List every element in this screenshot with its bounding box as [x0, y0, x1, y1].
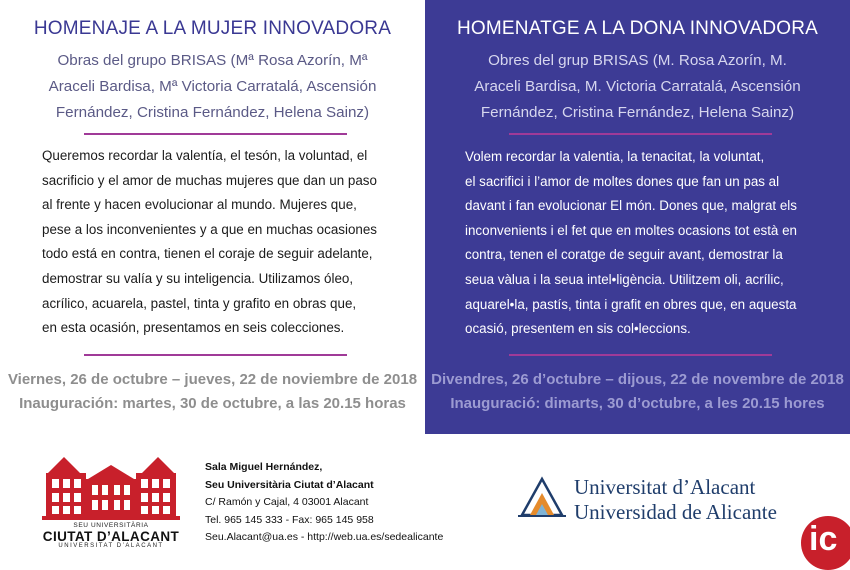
title-es: HOMENAJE A LA MUJER INNOVADORA — [33, 18, 392, 39]
subtitle-line: Araceli Bardisa, M. Victoria Carratalá, Ascensión — [474, 78, 801, 95]
subtitle-line: Fernández, Cristina Fernández, Helena Sainz) — [480, 104, 795, 121]
logo-caption-small: SEU UNIVERSITÀRIA — [73, 522, 149, 529]
opening-info: Inauguració: dimarts, 30 d’octubre, a les 20.15 hores — [450, 395, 825, 412]
body-line: aquarel•la, pastís, tinta i grafit en obres que, en aquesta — [465, 296, 797, 312]
body-line: ocasió, presentem en sis col•leccions. — [465, 321, 691, 337]
body-line: sacrificio y el amor de muchas mujeres que dan un paso — [42, 172, 377, 188]
dates-es — [0, 368, 425, 416]
venue-phone: Tel. 965 145 333 - Fax: 965 145 958 — [205, 513, 374, 526]
divider — [84, 133, 347, 135]
ua-name-ca: Universitat d’Alacant — [574, 475, 756, 499]
logo-caption-bottom: UNIVERSITAT D’ALACANT — [58, 543, 164, 549]
subtitle-line: Fernández, Cristina Fernández, Helena Sainz) — [55, 104, 370, 121]
university-logo — [518, 475, 798, 525]
badge-label: ic — [809, 520, 838, 558]
body-line: demostrar su valía y su inteligencia. Utilizamos óleo, — [42, 270, 354, 286]
body-line: pese a los inconvenientes y a que en muchas ocasiones — [42, 221, 377, 237]
body-line: davant i fan evolucionar El món. Dones que, malgrat els — [465, 198, 797, 214]
body-line: todo está en contra, tienen el coraje de seguir adelante, — [42, 246, 373, 262]
description-va — [465, 145, 815, 342]
ua-emblem-icon — [518, 475, 566, 519]
subtitle-va — [445, 48, 830, 126]
description-es — [42, 144, 387, 341]
divider — [84, 354, 347, 356]
ua-names — [574, 475, 777, 525]
body-line: acrílico, acuarela, pastel, tinta y grafito en obras que, — [42, 295, 357, 311]
venue-name: Sala Miguel Hernández, — [205, 461, 323, 473]
divider — [509, 354, 772, 356]
subtitle-es — [20, 48, 405, 126]
ic-badge-icon — [801, 516, 850, 570]
body-line: contra, tenen el coratge de seguir avant, demostrar la — [465, 247, 783, 263]
body-line: Volem recordar la valentia, la tenacitat, la voluntat, — [465, 149, 765, 164]
opening-info: Inauguración: martes, 30 de octubre, a las 20.15 horas — [19, 395, 406, 412]
subtitle-line: Obras del grupo BRISAS (Mª Rosa Azorín, Mª — [57, 52, 368, 69]
dates-va — [425, 368, 850, 416]
title-va: HOMENATGE A LA DONA INNOVADORA — [456, 18, 819, 39]
exhibition-dates: Viernes, 26 de octubre – jueves, 22 de noviembre de 2018 — [7, 371, 418, 388]
logo-caption-main: CIUTAT D’ALACANT — [42, 529, 180, 544]
body-line: en esta ocasión, presentamos en seis colecciones. — [42, 320, 345, 336]
divider — [509, 133, 772, 135]
spanish-panel — [0, 0, 425, 434]
body-line: Queremos recordar la valentía, el tesón, la voluntad, el — [42, 148, 368, 163]
valencian-panel — [425, 0, 850, 434]
body-line: inconvenients i el fet que en moltes ocasions tot està en — [465, 222, 797, 238]
subtitle-line: Araceli Bardisa, Mª Victoria Carratalá, Ascensión — [48, 78, 377, 95]
building-icon — [42, 455, 180, 521]
exhibition-dates: Divendres, 26 d’octubre – dijous, 22 de novembre de 2018 — [431, 371, 844, 388]
subtitle-line: Obres del grup BRISAS (M. Rosa Azorín, M. — [488, 52, 787, 69]
body-line: al frente y hacen evolucionar al mundo. Mujeres que, — [42, 197, 357, 213]
seu-universitaria-logo — [42, 455, 180, 549]
body-line: el sacrifici i l’amor de moltes dones que fan un pas al — [465, 173, 780, 189]
ua-name-es: Universidad de Alicante — [574, 500, 777, 524]
venue-contact: Seu.Alacant@ua.es - http://web.ua.es/sedealicante — [205, 531, 444, 543]
venue-info — [205, 459, 443, 547]
venue-building: Seu Universitària Ciutat d’Alacant — [205, 478, 374, 491]
body-line: seua vàlua i la seua intel•ligència. Utilitzem oli, acrílic, — [465, 271, 784, 287]
venue-address: C/ Ramón y Cajal, 4 03001 Alacant — [205, 496, 369, 508]
